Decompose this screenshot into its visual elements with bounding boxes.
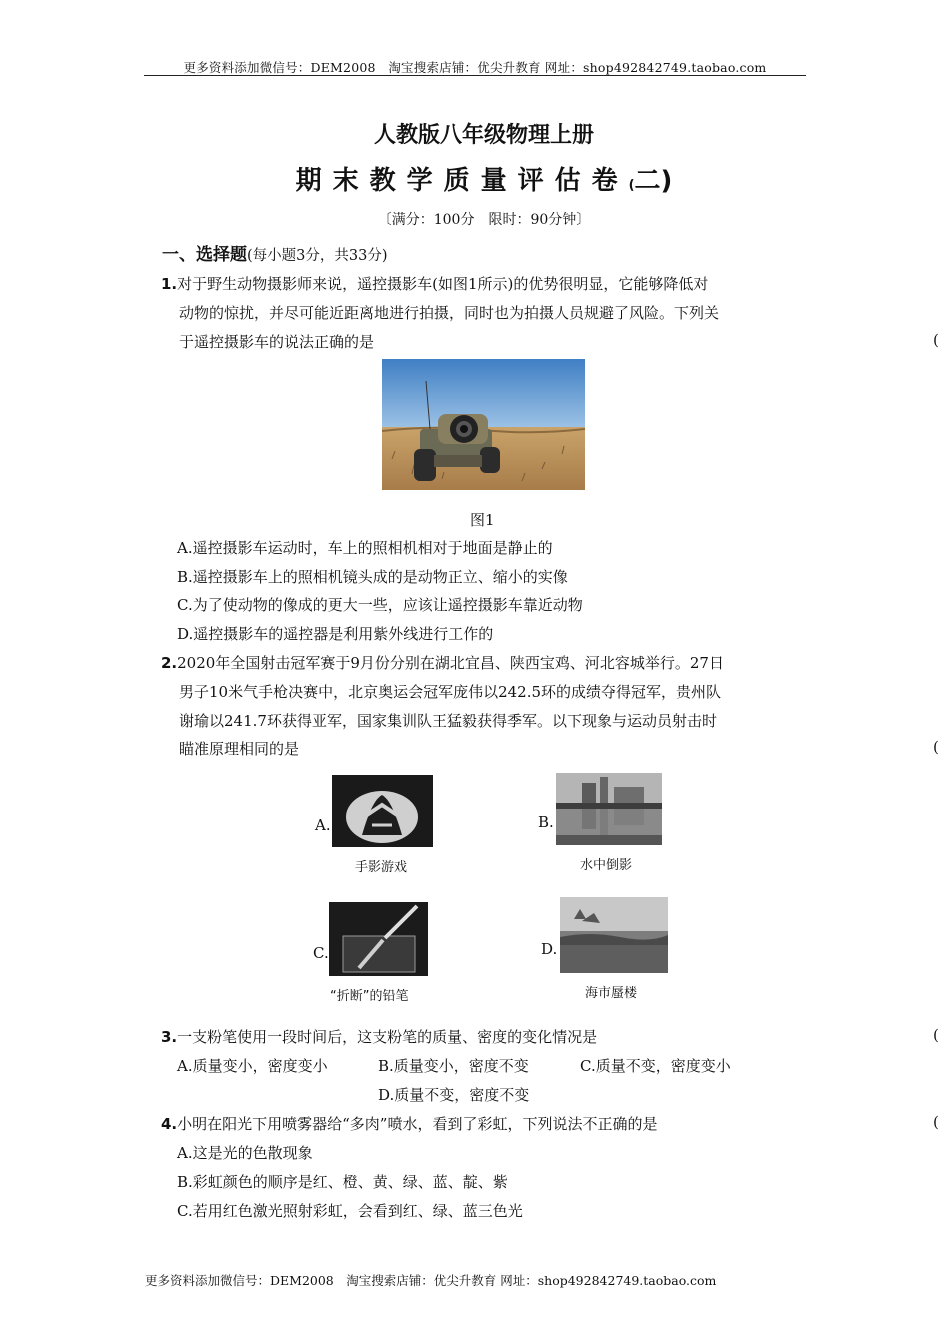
- q1-option-c: C.为了使动物的像成的更大一些，应该让遥控摄影车靠近动物: [177, 596, 583, 614]
- section-note: (每小题3分，共33分): [247, 248, 388, 264]
- q2-option-a-hand-shadow-photo: [332, 775, 433, 847]
- q4-option-c: C.若用红色激光照射彩虹，会看到红、绿、蓝三色光: [177, 1202, 523, 1220]
- q1-answer-paren: (: [933, 331, 939, 349]
- figure-1-caption: 图1: [470, 511, 495, 529]
- q3-option-a: A.质量变小，密度变小: [177, 1057, 328, 1075]
- q4-answer-paren: (: [933, 1113, 939, 1131]
- q2-option-c-bent-pencil-photo: [329, 902, 428, 976]
- q4-stem: 小明在阳光下用喷雾器给“多肉”喷水，看到了彩虹，下列说法不正确的是: [177, 1115, 658, 1133]
- q2-option-b-water-reflection-photo: [556, 773, 662, 845]
- q2-option-c-caption: “折断”的铅笔: [330, 989, 409, 1004]
- q2-option-a-letter: A.: [315, 816, 331, 834]
- q3-line: [161, 1026, 597, 1047]
- q2-option-c-letter: C.: [313, 944, 329, 962]
- q4-option-b: B.彩虹颜色的顺序是红、橙、黄、绿、蓝、靛、紫: [177, 1173, 508, 1191]
- q2-option-d-mirage-photo: [560, 897, 668, 973]
- q2-option-b-caption: 水中倒影: [580, 858, 633, 873]
- q1-text-1: 对于野生动物摄影师来说，遥控摄影车(如图1所示)的优势很明显，它能够降低对: [177, 275, 709, 293]
- q3-option-d: D.质量不变，密度不变: [378, 1086, 530, 1104]
- q1-text-3: 于遥控摄影车的说法正确的是: [179, 333, 375, 351]
- q2-number: 2.: [161, 654, 178, 672]
- q2-line-1: [161, 652, 724, 673]
- page-footer: 更多资料添加微信号：DEM2008 淘宝搜索店铺：优尖升教育 网址：shop492842749.taobao.com: [145, 1273, 717, 1288]
- exam-title-open-paren: (: [628, 178, 635, 193]
- exam-meta: 〔满分：100分 限时：90分钟〕: [377, 212, 591, 228]
- q3-answer-paren: (: [933, 1026, 939, 1044]
- q1-line-1: [161, 273, 708, 294]
- section-heading: [162, 240, 388, 265]
- q4-option-a: A.这是光的色散现象: [177, 1144, 313, 1162]
- q3-number: 3.: [161, 1028, 178, 1046]
- q2-option-b-letter: B.: [538, 813, 554, 831]
- exam-title-number: 二): [634, 166, 673, 196]
- q2-text-3: 谢瑜以241.7环获得亚军，国家集训队王猛毅获得季军。以下现象与运动员射击时: [179, 712, 717, 730]
- q2-text-2: 男子10米气手枪决赛中，北京奥运会冠军庞伟以242.5环的成绩夺得冠军，贵州队: [179, 683, 722, 701]
- q4-number: 4.: [161, 1115, 178, 1133]
- q1-number: 1.: [161, 275, 178, 293]
- header-divider: [144, 75, 806, 76]
- q1-option-d: D.遥控摄影车的遥控器是利用紫外线进行工作的: [177, 625, 494, 643]
- q2-answer-paren: (: [933, 738, 939, 756]
- exam-title: [0, 160, 950, 197]
- exam-title-main: 期末教学质量评估卷: [295, 166, 629, 196]
- q1-option-a: A.遥控摄影车运动时，车上的照相机相对于地面是静止的: [177, 539, 553, 557]
- page-header: 更多资料添加微信号：DEM2008 淘宝搜索店铺：优尖升教育 网址：shop492842749.taobao.com: [183, 60, 767, 75]
- section-title: 一、选择题: [162, 245, 247, 265]
- q2-text-4: 瞄准原理相同的是: [179, 740, 300, 758]
- exam-subtitle: 人教版八年级物理上册: [373, 123, 594, 148]
- q1-option-b: B.遥控摄影车上的照相机镜头成的是动物正立、缩小的实像: [177, 568, 568, 586]
- q2-option-d-caption: 海市蜃楼: [585, 986, 638, 1001]
- q4-line: [161, 1113, 657, 1134]
- q2-text-1: 2020年全国射击冠军赛于9月份分别在湖北宜昌、陕西宝鸡、河北容城举行。27日: [177, 654, 724, 672]
- figure-1-camera-car-photo: [382, 359, 585, 490]
- q3-stem: 一支粉笔使用一段时间后，这支粉笔的质量、密度的变化情况是: [177, 1028, 598, 1046]
- q1-text-2: 动物的惊扰，并尽可能近距离地进行拍摄，同时也为拍摄人员规避了风险。下列关: [179, 304, 720, 322]
- q2-option-a-caption: 手影游戏: [355, 860, 408, 875]
- q3-option-c: C.质量不变，密度变小: [580, 1057, 731, 1075]
- q3-option-b: B.质量变小，密度不变: [378, 1057, 529, 1075]
- q2-option-d-letter: D.: [541, 940, 558, 958]
